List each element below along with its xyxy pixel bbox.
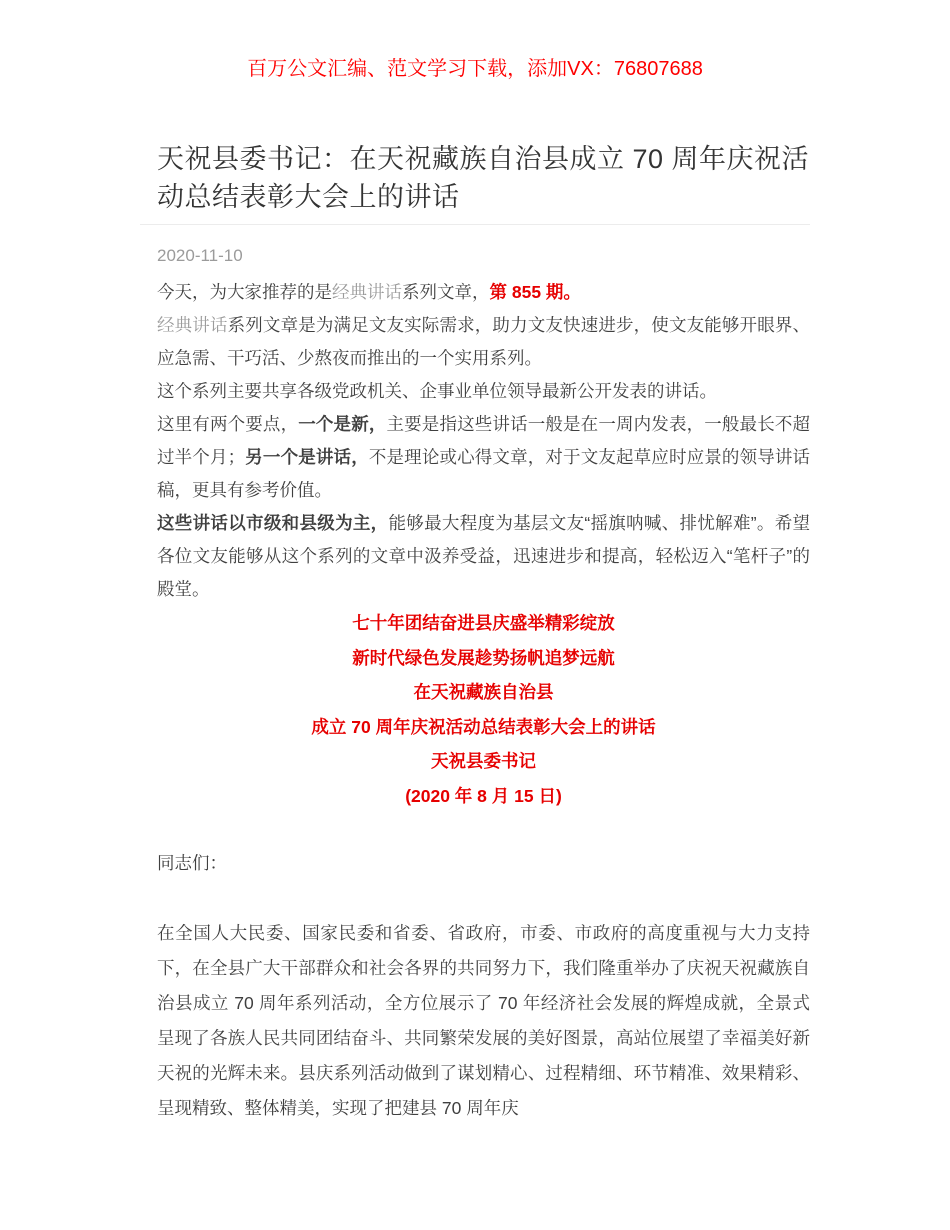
intro-p4-text3: 不是理论或心得文章，对于文友起草应时应景的领导讲话稿，更具有参考价值。 bbox=[157, 447, 811, 500]
intro-p1-text2: 系列文章， bbox=[402, 282, 490, 302]
article-content bbox=[157, 140, 810, 1126]
series-name-gray: 经典讲话 bbox=[332, 282, 402, 302]
promo-banner bbox=[0, 0, 950, 81]
intro-section bbox=[157, 276, 810, 606]
intro-paragraph-2 bbox=[157, 309, 810, 375]
heading-date: (2020 年 8 月 15 日) bbox=[405, 785, 562, 806]
intro-p1-text: 今天，为大家推荐的是 bbox=[157, 282, 332, 302]
intro-p2-text: 系列文章是为满足文友实际需求，助力文友快速进步，使文友能够开眼界、应急需、干巧活、少熬夜而推出的一个实用系列。 bbox=[157, 315, 811, 368]
title-divider bbox=[140, 224, 810, 225]
series-name-gray: 经典讲话 bbox=[157, 315, 228, 335]
speech-paragraph-1: 在全国人大民委、国家民委和省委、省政府，市委、市政府的高度重视与大力支持下，在全县广大干部群众和社会各界的共同努力下，我们隆重举办了庆祝天祝藏族自治县成立 70 周年系列活动，全方位展示了 70 年经济社会发展的辉煌成就，全景式呈现了各族人民共同团结奋斗、共同繁荣发展的美好图景，高站位展望了幸福美好新天祝的光辉未来。县庆系列活动做到了谋划精心、过程精细、环节精准、效果精彩、呈现精致、整体精美，实现了把建县 70 周年庆 bbox=[157, 923, 810, 1118]
heading-line-4: 成立 70 周年庆祝活动总结表彰大会上的讲话 bbox=[311, 716, 656, 737]
key-point-new: 一个是新， bbox=[298, 414, 387, 434]
heading-speaker: 天祝县委书记 bbox=[431, 751, 536, 771]
key-point-level: 这些讲话以市级和县级为主， bbox=[157, 513, 389, 533]
intro-paragraph-5 bbox=[157, 507, 810, 606]
heading-line-3: 在天祝藏族自治县 bbox=[413, 682, 554, 702]
intro-paragraph-1 bbox=[157, 276, 810, 309]
issue-number: 第 855 期。 bbox=[489, 282, 581, 302]
promo-banner-text: 百万公文汇编、范文学习下载，添加VX：76807688 bbox=[247, 58, 703, 80]
intro-paragraph-3: 这个系列主要共享各级党政机关、企事业单位领导最新公开发表的讲话。 bbox=[157, 381, 717, 401]
key-point-speech: 另一个是讲话， bbox=[245, 447, 369, 467]
heading-line-1: 七十年团结奋进县庆盛举精彩绽放 bbox=[352, 613, 615, 633]
speech-greeting: 同志们： bbox=[157, 853, 227, 873]
intro-p4-text: 这里有两个要点， bbox=[157, 414, 299, 434]
intro-p4-text2: 主要是指这些讲话一般是在一周内发表，一般最长不超过半个月； bbox=[157, 414, 811, 467]
intro-paragraph-4 bbox=[157, 408, 810, 507]
publish-date: 2020-11-10 bbox=[157, 246, 243, 265]
heading-line-2: 新时代绿色发展趁势扬帆追梦远航 bbox=[352, 647, 615, 668]
speech-heading-block bbox=[157, 606, 810, 813]
intro-p5-text: 能够最大程度为基层文友“摇旗呐喊、排忧解难”。希望各位文友能够从这个系列的文章中汲养受益，迅速进步和提高，轻松迈入“笔杆子”的殿堂。 bbox=[157, 513, 811, 599]
article-title: 天祝县委书记：在天祝藏族自治县成立 70 周年庆祝活动总结表彰大会上的讲话 bbox=[157, 144, 810, 212]
